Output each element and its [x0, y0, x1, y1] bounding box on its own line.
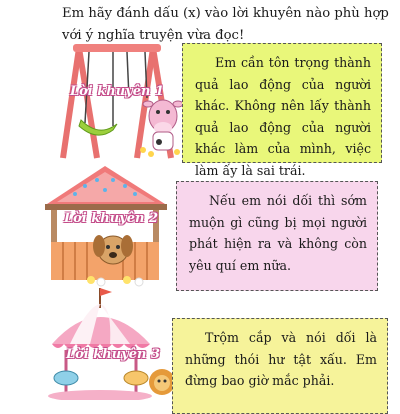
advice-1-text: Em cần tôn trọng thành quả lao động của người khác. Không nên lấy thành quả lao động của người khác làm của mình, việc làm ấy là sai trái. — [195, 55, 371, 178]
advice-2-card — [176, 181, 378, 291]
advice-3-label: Lời khuyên 3 — [66, 347, 161, 362]
carousel-with-lion-icon — [40, 286, 175, 400]
advice-2-text: Nếu em nói dối thì sớm muộn gì cũng bị mọi người phát hiện ra và không còn yêu quí em nữa. — [189, 193, 367, 273]
swing-set-with-cow-icon — [55, 38, 185, 163]
advice-2-label: Lời khuyên 2 — [64, 211, 159, 226]
advice-1-label: Lời khuyên 1 — [70, 84, 165, 99]
advice-1-card — [182, 43, 382, 178]
instruction-text: Em hãy đánh dấu (x) vào lời khuyên nào phù hợp với ý nghĩa truyện vừa đọc! — [62, 6, 389, 43]
advice-3-text: Trộm cắp và nói dối là những thói hư tật xấu. Em đừng bao giờ mắc phải. — [185, 330, 377, 388]
